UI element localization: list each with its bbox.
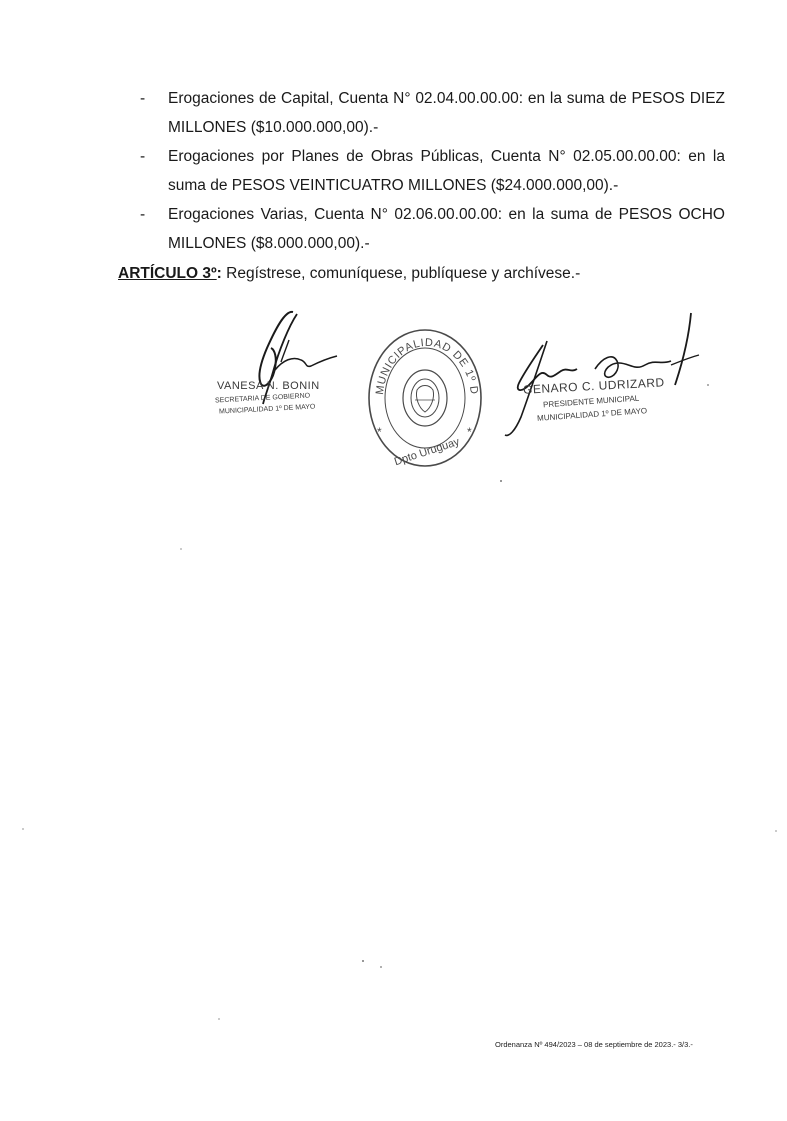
scan-speck: [775, 830, 777, 832]
scan-speck: [180, 548, 182, 550]
expense-list: [140, 84, 725, 258]
scan-speck: [218, 1018, 220, 1020]
list-dash: -: [140, 148, 146, 165]
signature-block-left: [205, 300, 355, 430]
signer-name-left: VANESA N. BONIN: [217, 380, 320, 392]
list-item: [140, 84, 725, 142]
scan-speck: [22, 828, 24, 830]
page-footer: Ordenanza Nº 494/2023 – 08 de septiembre de 2023.- 3/3.-: [495, 1040, 693, 1049]
signer-org-left: MUNICIPALIDAD 1º DE MAYO: [218, 403, 316, 416]
signer-title-right: PRESIDENTE MUNICIPAL: [542, 393, 640, 410]
signer-name-right: GENARO C. UDRIZARD: [522, 375, 665, 397]
article-text: Regístrese, comuníquese, publíquese y archívese.-: [221, 265, 581, 282]
svg-text:*: *: [467, 425, 472, 439]
article-paragraph: [118, 261, 580, 287]
list-item-text: Erogaciones por Planes de Obras Públicas, Cuenta N° 02.05.00.00.00: en la suma de PESOS VEINTICUATRO MILLONES ($24.000.000,00).-: [168, 148, 725, 194]
list-dash: -: [140, 206, 146, 223]
scan-speck: [380, 966, 382, 968]
article-colon: :: [216, 265, 222, 282]
scan-speck: [707, 384, 709, 386]
scan-speck: [362, 960, 364, 962]
handwritten-signature-right: [495, 305, 725, 445]
svg-text:MUNICIPALIDAD DE 1º DE MAYO: MUNICIPALIDAD DE 1º D: [373, 336, 481, 396]
signer-title-left: SECRETARIA DE GOBIERNO: [214, 392, 311, 405]
scan-speck: [500, 480, 502, 482]
municipal-seal: [363, 318, 488, 473]
signer-org-right: MUNICIPALIDAD 1º DE MAYO: [536, 406, 648, 423]
list-item-text: Erogaciones Varias, Cuenta N° 02.06.00.00.00: en la suma de PESOS OCHO MILLONES ($8.000.000,00).-: [168, 206, 725, 252]
seal-bottom-text: Dpto Uruguay: [392, 435, 462, 469]
svg-text:*: *: [377, 425, 382, 439]
list-item: [140, 142, 725, 200]
list-dash: -: [140, 90, 146, 107]
signature-block-right: [495, 305, 725, 445]
article-label: ARTÍCULO 3º: [118, 265, 217, 282]
list-item: [140, 200, 725, 258]
list-item-text: Erogaciones de Capital, Cuenta N° 02.04.00.00.00: en la suma de PESOS DIEZ MILLONES ($10.000.000,00).-: [168, 90, 725, 136]
